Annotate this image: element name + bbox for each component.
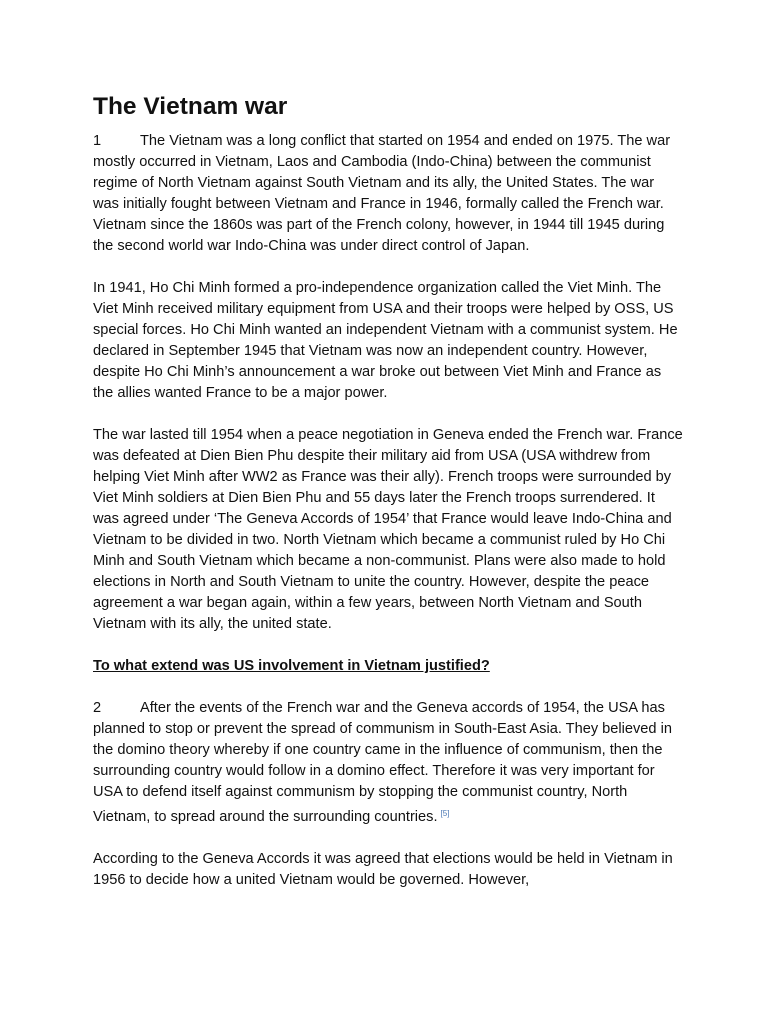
section-heading: To what extend was US involvement in Vietnam justified? <box>93 658 490 674</box>
document-title: The Vietnam war <box>93 93 288 120</box>
paragraph-1 <box>93 131 683 257</box>
paragraph-number-2: 2 <box>93 700 102 716</box>
footnote-link[interactable]: [5] <box>440 809 450 818</box>
paragraph-3: The war lasted till 1954 when a peace negotiation in Geneva ended the French war. France was defeated at Dien Bien Phu despite their military aid from USA (USA withdrew from helping Viet Minh after WW2 as France was their ally). French troops were surrounded by Viet Minh soldiers at Dien Bien Phu and 55 days later the French troops surrendered. It was agreed under ‘The Geneva Accords of 1954’ that France would leave Indo-China and Vietnam to be divided in two. North Vietnam which became a communist ruled by Ho Chi Minh and South Vietnam which became a non-communist. Plans were also made to hold elections in North and South Vietnam to unite the country. However, despite the peace agreement a war began again, within a few years, between North Vietnam and South Vietnam with its ally, the united state. <box>93 427 683 632</box>
paragraph-1-text: The Vietnam was a long conflict that started on 1954 and ended on 1975. The war mostly occurred in Vietnam, Laos and Cambodia (Indo-China) between the communist regime of North Vietnam against South Vietnam and its ally, the United States. The war was initially fought between Vietnam and France in 1946, formally called the French war. Vietnam since the 1860s was part of the French colony, however, in 1944 till 1945 during the second world war Indo-China was under direct control of Japan. <box>93 133 671 254</box>
document-body <box>93 90 683 912</box>
paragraph-4 <box>93 698 683 828</box>
paragraph-number-1: 1 <box>93 133 102 149</box>
paragraph-5: According to the Geneva Accords it was agreed that elections would be held in Vietnam in 1956 to decide how a united Vietnam would be governed. However, <box>93 851 673 888</box>
paragraph-2: In 1941, Ho Chi Minh formed a pro-independence organization called the Viet Minh. The Viet Minh received military equipment from USA and their troops were helped by OSS, US special forces. Ho Chi Minh wanted an independent Vietnam with a communist system. He declared in September 1945 that Vietnam was now an independent country. However, despite Ho Chi Minh’s announcement a war broke out between Viet Minh and France as the allies wanted France to be a major power. <box>93 280 678 401</box>
paragraph-4-text: After the events of the French war and the Geneva accords of 1954, the USA has planned to stop or prevent the spread of communism in South-East Asia. They believed in the domino theory whereby if one country came in the influence of communism, then the surrounding country would follow in a domino effect. Therefore it was very important for USA to defend itself against communism by stopping the communist country, North Vietnam, to spread around the surrounding countries. <box>93 700 672 825</box>
